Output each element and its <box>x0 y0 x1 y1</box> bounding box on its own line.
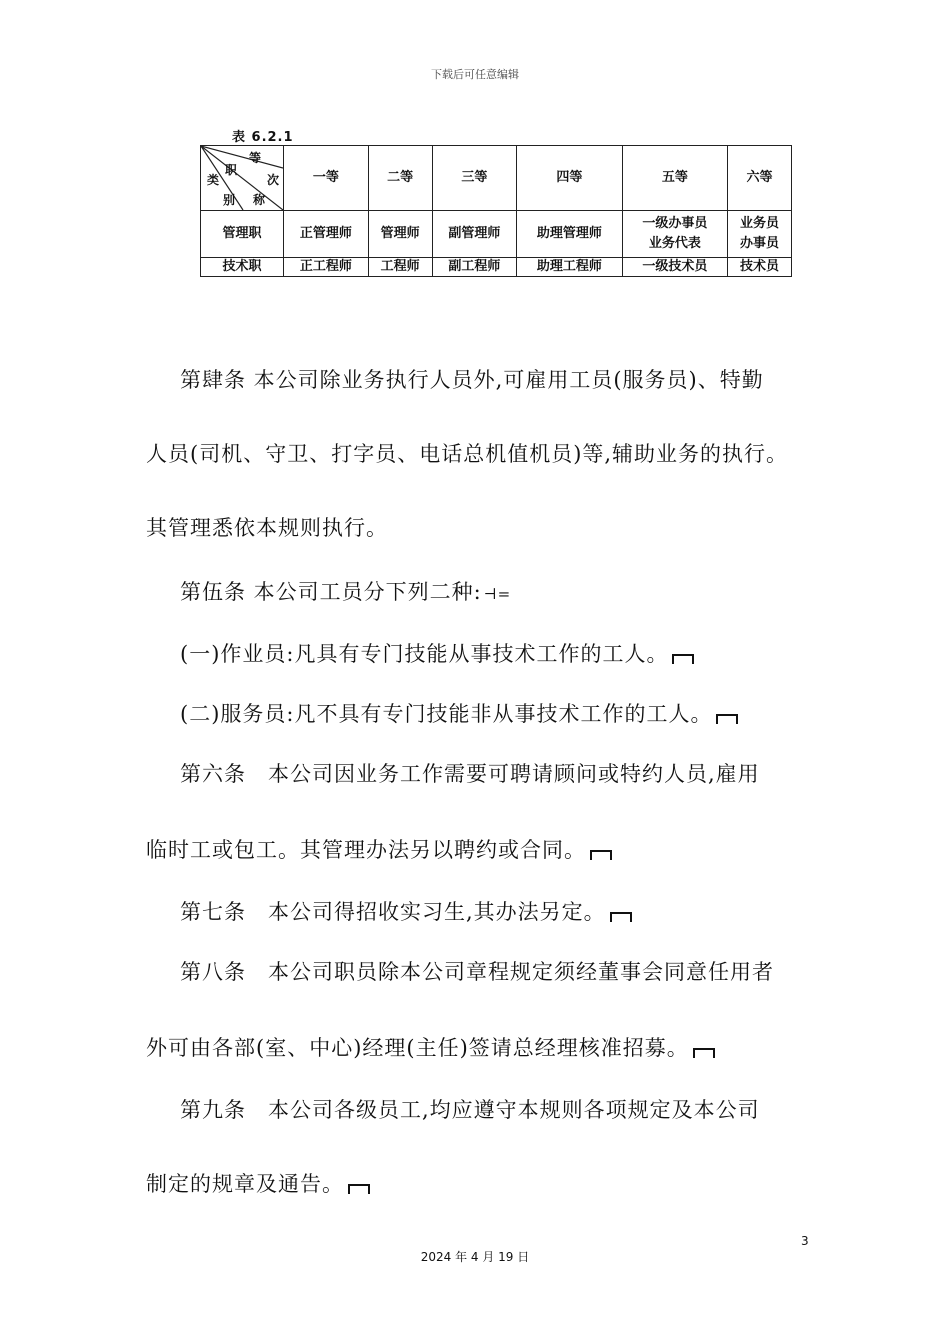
article-8-line-1: 第八条 本公司职员除本公司章程规定须经董事会同意任用者 <box>180 960 774 984</box>
table-corner-cell <box>201 146 284 211</box>
article-7 <box>0 896 950 926</box>
corner-label-zhi: 职 <box>225 163 238 177</box>
corner-label-deng: 等 <box>249 151 262 165</box>
table-header-row <box>201 146 792 211</box>
paragraph-mark-icon <box>693 1048 715 1058</box>
table-cell: 副工程师 <box>432 258 517 277</box>
corner-label-lei: 类 <box>207 173 220 187</box>
column-header: 二等 <box>368 146 432 211</box>
article-4-line-2: 人员(司机、守卫、打字员、电话总机值机员)等,辅助业务的执行。 <box>146 442 789 466</box>
article-9-text: 制定的规章及通告。 <box>146 1172 344 1196</box>
article-7-text: 第七条 本公司得招收实习生,其办法另定。 <box>180 900 606 924</box>
table-cell: 技术员 <box>728 258 792 277</box>
paragraph-mark-icon <box>672 654 694 664</box>
paragraph-mark-icon <box>716 714 738 724</box>
table-cell: 助理管理师 <box>517 211 622 258</box>
paragraph-mark-icon <box>610 912 632 922</box>
item-2-text: (二)服务员:凡不具有专门技能非从事技术工作的工人。 <box>180 702 713 726</box>
column-header: 一等 <box>284 146 369 211</box>
table-cell: 管理师 <box>368 211 432 258</box>
page-header: 下载后可任意编辑 <box>431 68 519 81</box>
article-6-line-1: 第六条 本公司因业务工作需要可聘请顾问或特约人员,雇用 <box>180 762 760 786</box>
row-category: 管理职 <box>201 211 284 258</box>
article-5 <box>0 576 950 606</box>
corner-label-ci: 次 <box>267 173 280 187</box>
article-9-line-1: 第九条 本公司各级员工,均应遵守本规则各项规定及本公司 <box>180 1098 760 1122</box>
column-header: 三等 <box>432 146 517 211</box>
column-header: 五等 <box>622 146 727 211</box>
table-cell: 正管理师 <box>284 211 369 258</box>
table-cell: 工程师 <box>368 258 432 277</box>
table-row-technical <box>201 258 792 277</box>
article-4-line-3: 其管理悉依本规则执行。 <box>146 516 388 540</box>
paragraph-mark-icon <box>348 1184 370 1194</box>
table-cell <box>728 211 792 258</box>
column-header: 四等 <box>517 146 622 211</box>
cell-line: 办事员 <box>740 236 780 251</box>
cell-line: 一级办事员 <box>642 216 708 231</box>
footer-date: 2024 年 4 月 19 日 <box>420 1250 530 1264</box>
article-4-line-1: 第肆条 本公司除业务执行人员外,可雇用工员(服务员)、特勤 <box>180 368 764 392</box>
corner-label-cheng: 称 <box>253 193 266 207</box>
table-cell: 一级技术员 <box>622 258 727 277</box>
table-cell <box>622 211 727 258</box>
edit-mark: ⊣= <box>483 585 512 603</box>
article-8-line-2 <box>0 1032 950 1062</box>
table-row-management <box>201 211 792 258</box>
row-category: 技术职 <box>201 258 284 277</box>
table-cell: 副管理师 <box>432 211 517 258</box>
article-6-text: 临时工或包工。其管理办法另以聘约或合同。 <box>146 838 586 862</box>
article-5-item-2 <box>0 698 950 728</box>
table-cell: 助理工程师 <box>517 258 622 277</box>
cell-line: 业务员 <box>740 216 780 231</box>
grade-table <box>200 145 792 277</box>
table-cell: 正工程师 <box>284 258 369 277</box>
article-6-line-2 <box>0 834 950 864</box>
item-1-text: (一)作业员:凡具有专门技能从事技术工作的工人。 <box>180 642 669 666</box>
table-caption: 表 6.2.1 <box>232 130 294 145</box>
article-5-item-1 <box>0 638 950 668</box>
page-number: 3 <box>801 1234 809 1248</box>
paragraph-mark-icon <box>590 850 612 860</box>
corner-label-bie: 别 <box>223 193 236 207</box>
article-5-text: 第伍条 本公司工员分下列二种: <box>180 580 482 604</box>
article-9-line-2 <box>0 1168 950 1198</box>
cell-line: 业务代表 <box>648 236 701 251</box>
article-8-text: 外可由各部(室、中心)经理(主任)签请总经理核准招募。 <box>146 1036 689 1060</box>
column-header: 六等 <box>728 146 792 211</box>
